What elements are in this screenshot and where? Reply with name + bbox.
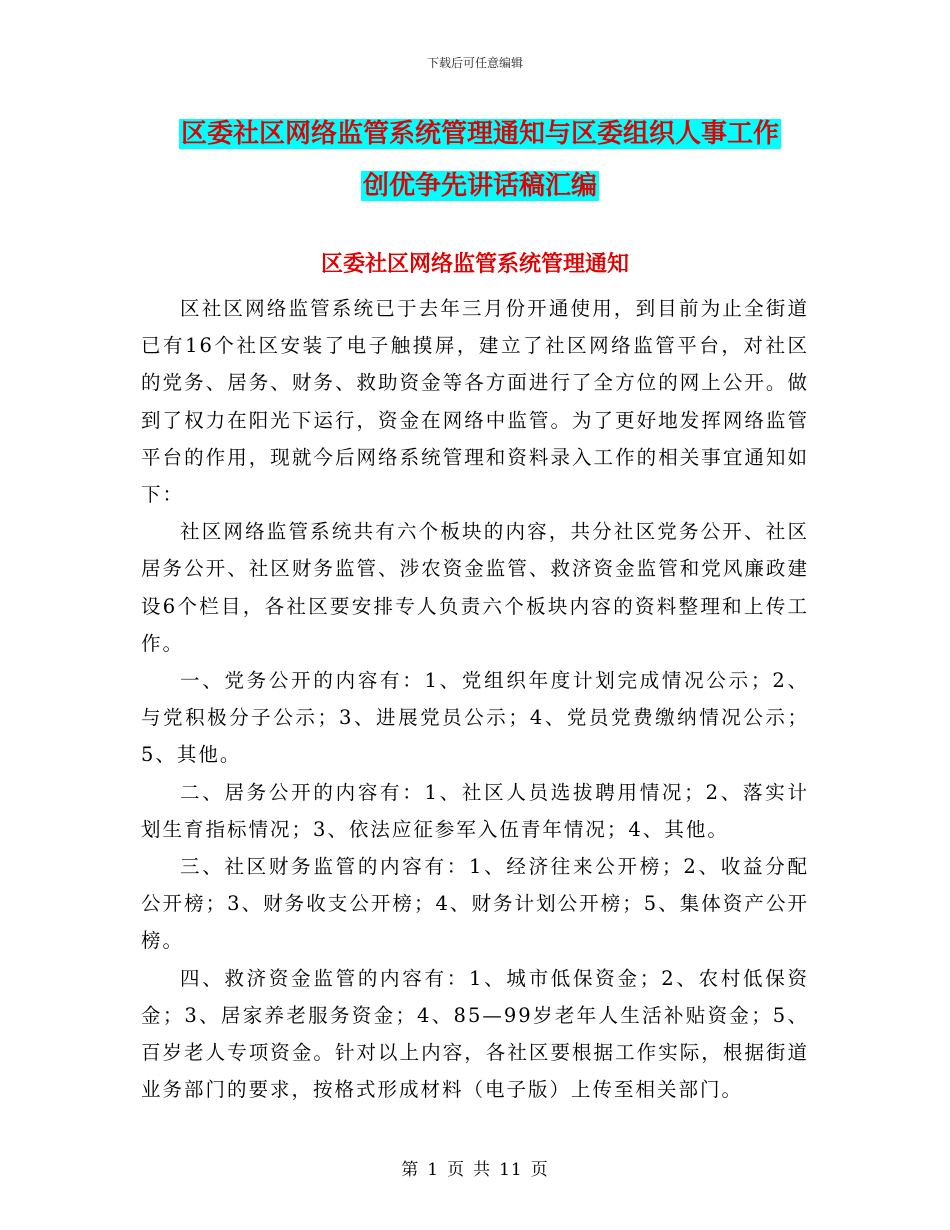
footer-page-word: 页 <box>447 1160 466 1180</box>
document-title <box>150 108 810 212</box>
document-title-line-1: 区委社区网络监管系统管理通知与区委组织人事工作 <box>180 119 779 149</box>
page-footer <box>0 1155 950 1180</box>
paragraph-finance: 三、社区财务监管的内容有：1、经济往来公开榜；2、收益分配公开榜；3、财务收支公开榜；4、财务计划公开榜；5、集体资产公开榜。 <box>141 855 809 953</box>
document-title-line-2: 创优争先讲话稿汇编 <box>362 171 597 201</box>
section-title: 区委社区网络监管系统管理通知 <box>320 251 629 277</box>
document-body <box>141 290 809 1108</box>
footer-total-word: 共 <box>473 1160 492 1180</box>
header-note: 下载后可任意编辑 <box>426 56 523 70</box>
footer-page-number: 1 <box>427 1160 440 1180</box>
paragraph-intro: 区社区网络监管系统已于去年三月份开通使用，到目前为止全街道已有16个社区安装了电子触摸屏，建立了社区网络监管平台，对社区的党务、居务、财务、救助资金等各方面进行了全方位的网上公开。做到了权力在阳光下运行，资金在网络中监管。为了更好地发挥网络监管平台的作用，现就今后网络系统管理和资料录入工作的相关事宜通知如下： <box>141 297 809 507</box>
footer-suffix: 页 <box>530 1160 549 1180</box>
paragraph-party-affairs: 一、党务公开的内容有：1、党组织年度计划完成情况公示；2、与党积极分子公示；3、进展党员公示；4、党员党费缴纳情况公示；5、其他。 <box>141 669 809 767</box>
paragraph-resident-affairs: 二、居务公开的内容有：1、社区人员选拔聘用情况；2、落实计划生育指标情况；3、依法应征参军入伍青年情况；4、其他。 <box>141 780 809 841</box>
footer-total-pages: 11 <box>499 1160 523 1180</box>
paragraph-modules: 社区网络监管系统共有六个板块的内容，共分社区党务公开、社区居务公开、社区财务监管、涉农资金监管、救济资金监管和党风廉政建设6个栏目，各社区要安排专人负责六个板块内容的资料整理和上传工作。 <box>141 520 809 655</box>
paragraph-relief-funds: 四、救济资金监管的内容有：1、城市低保资金；2、农村低保资金；3、居家养老服务资金；4、85—99岁老年人生活补贴资金；5、百岁老人专项资金。针对以上内容，各社区要根据工作实际，根据街道业务部门的要求，按格式形成材料（电子版）上传至相关部门。 <box>141 966 809 1102</box>
footer-prefix: 第 <box>401 1160 420 1180</box>
